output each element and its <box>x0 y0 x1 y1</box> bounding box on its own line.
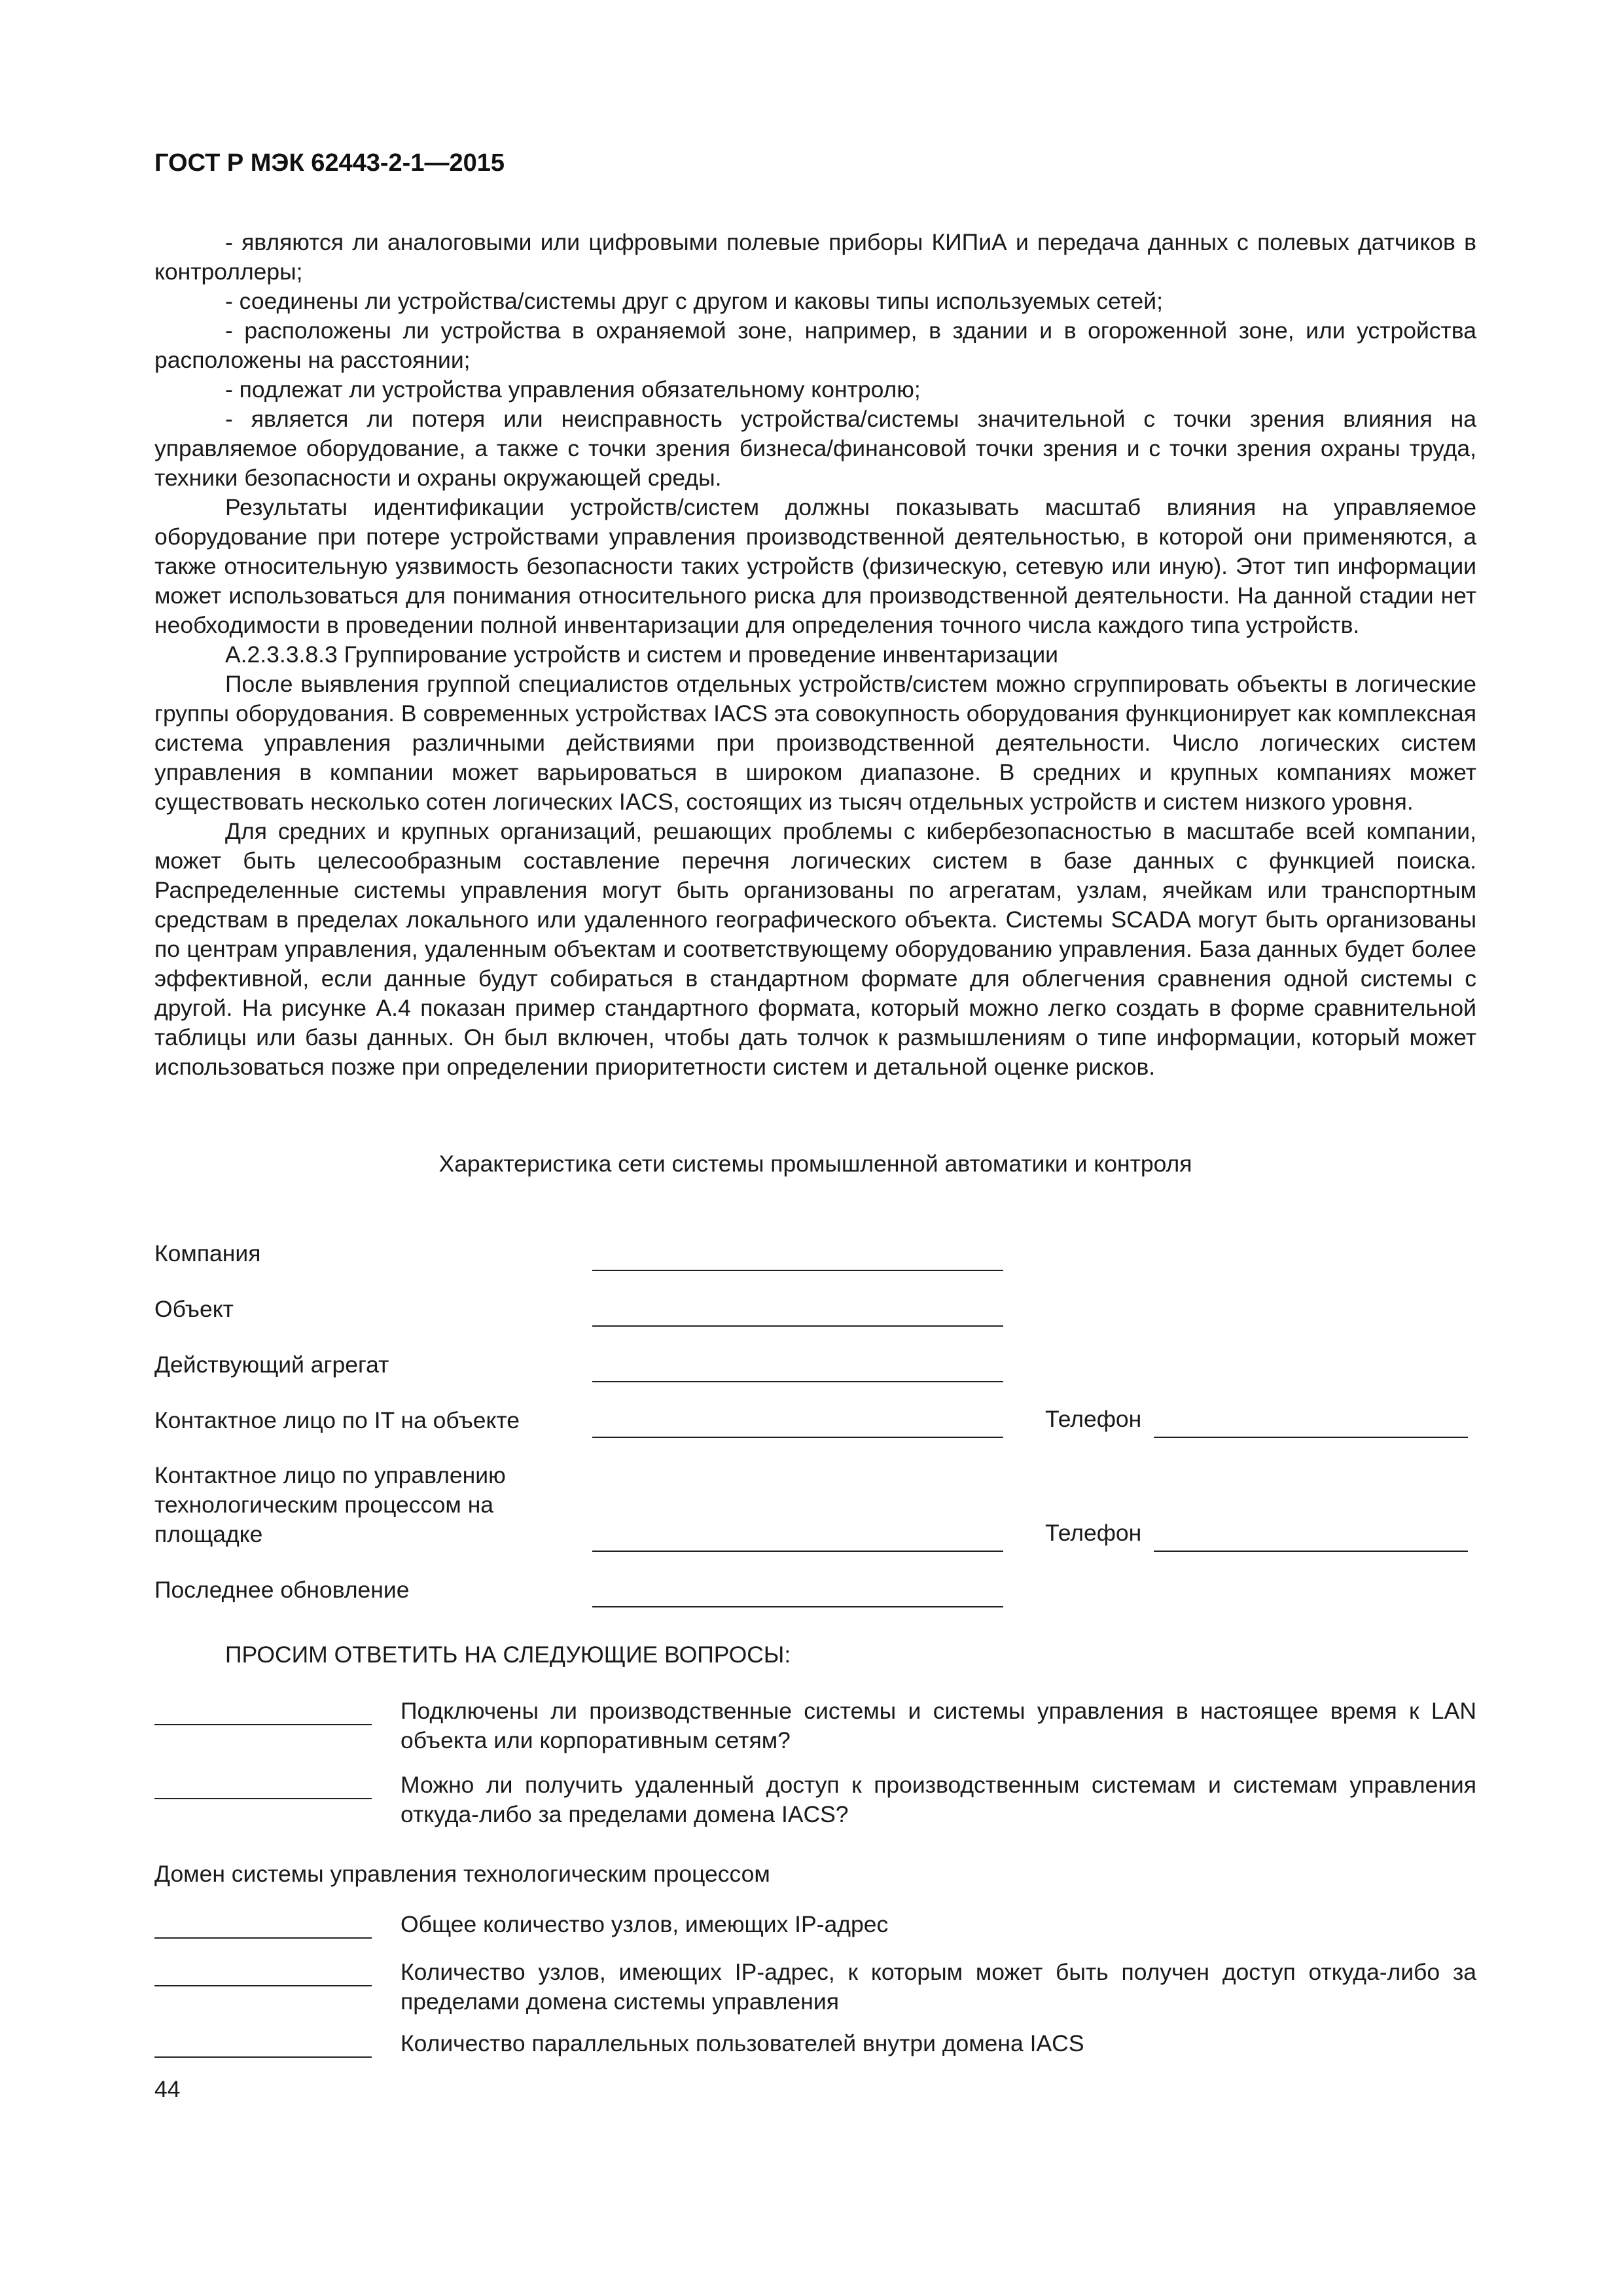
domain-title: Домен системы управления технологическим процессом <box>154 1861 770 1887</box>
answer-line[interactable] <box>154 1937 372 1939</box>
process-contact-label-line1: Контактное лицо по управлению <box>154 1462 506 1488</box>
paragraph: - являются ли аналоговыми или цифровыми полевые приборы КИПиА и передача данных с полевых датчиков в контроллеры; <box>154 229 1476 285</box>
question-text: Подключены ли производственные системы и системы управления в настоящее время к LAN объекта или корпоративным сетям? <box>401 1698 1476 1753</box>
unit-field[interactable] <box>592 1381 1003 1382</box>
paragraph: - расположены ли устройства в охраняемой зоне, например, в здании и в огороженной зоне, или устройства расположены на расстоянии; <box>154 317 1476 373</box>
question-text: Количество узлов, имеющих IP-адрес, к которым может быть получен доступ откуда-либо за пределами домена системы управления <box>401 1959 1476 2015</box>
process-phone-label: Телефон <box>1045 1520 1142 1546</box>
page-number: 44 <box>154 2076 181 2102</box>
last-update-label: Последнее обновление <box>154 1577 410 1603</box>
process-contact-label-line2: технологическим процессом на <box>154 1492 494 1518</box>
it-phone-label: Телефон <box>1045 1406 1142 1432</box>
process-phone-field[interactable] <box>1154 1551 1468 1552</box>
process-contact-field[interactable] <box>592 1551 1003 1552</box>
paragraph: Результаты идентификации устройств/систем должны показывать масштаб влияния на управляемое оборудование при потере устройствами управления производственной деятельностью, в которой они применяются, а также относительную уязвимость безопасности таких устройств (физическую, сетевую или иную). Этот тип информации может использоваться для понимания относительного риска для производственной деятельности. На данной стадии нет необходимости в проведении полной инвентаризации для определения точного числа каждого типа устройств. <box>154 494 1476 638</box>
paragraph: После выявления группой специалистов отдельных устройств/систем можно сгруппировать объекты в логические группы оборудования. В современных устройствах IACS эта совокупность оборудования функционирует как комплексная система управления различными действиями при производственной деятельности. Число логических систем управления в компании может варьироваться в широком диапазоне. В средних и крупных компаниях может существовать несколько сотен логических IACS, состоящих из тысяч отдельных устройств и систем низкого уровня. <box>154 671 1476 815</box>
paragraph: - соединены ли устройства/системы друг с другом и каковы типы используемых сетей; <box>225 288 1163 314</box>
answer-line[interactable] <box>154 1798 372 1799</box>
question-text: Общее количество узлов, имеющих IP-адрес <box>401 1911 889 1937</box>
paragraph: Для средних и крупных организаций, решающих проблемы с кибербезопасностью в масштабе всей компании, может быть целесообразным составление перечня логических систем в базе данных с функцией поиска. Распределенные системы управления могут быть организованы по агрегатам, узлам, ячейкам или транспортным средствам в пределах локального или удаленного географического объекта. Системы SCADA могут быть организованы по центрам управления, удаленным объектам и соответствующему оборудованию управления. База данных будет более эффективной, если данные будут собираться в стандартном формате для облегчения сравнения одной системы с другой. На рисунке А.4 показан пример стандартного формата, который можно легко создать в форме сравнительной таблицы или базы данных. Он был включен, чтобы дать толчок к размышлениям о типе информации, который может использоваться позже при определении приоритетности систем и детальной оценке рисков. <box>154 818 1476 1080</box>
company-label: Компания <box>154 1240 261 1266</box>
answer-line[interactable] <box>154 1985 372 1986</box>
it-contact-field[interactable] <box>592 1437 1003 1438</box>
last-update-field[interactable] <box>592 1606 1003 1607</box>
question-text: Количество параллельных пользователей внутри домена IACS <box>401 2030 1084 2056</box>
form-caption: Характеристика сети системы промышленной автоматики и контроля <box>438 1151 1192 1177</box>
document-header: ГОСТ Р МЭК 62443-2-1—2015 <box>154 149 505 177</box>
paragraph: - является ли потеря или неисправность устройства/системы значительной с точки зрения влияния на управляемое оборудование, а также с точки зрения бизнеса/финансовой точки зрения и с точки зрения охраны труда, техники безопасности и охраны окружающей среды. <box>154 406 1476 491</box>
process-contact-label-line3: площадке <box>154 1521 263 1547</box>
answer-line[interactable] <box>154 2056 372 2058</box>
object-label: Объект <box>154 1296 234 1322</box>
it-contact-label: Контактное лицо по IT на объекте <box>154 1407 520 1433</box>
question-text: Можно ли получить удаленный доступ к производственным системам и системам управления откуда-либо за пределами домена IACS? <box>401 1772 1476 1827</box>
questions-title: ПРОСИМ ОТВЕТИТЬ НА СЛЕДУЮЩИЕ ВОПРОСЫ: <box>225 1641 791 1668</box>
answer-line[interactable] <box>154 1724 372 1725</box>
unit-label: Действующий агрегат <box>154 1352 389 1378</box>
body-text <box>154 228 1476 1082</box>
it-phone-field[interactable] <box>1154 1437 1468 1438</box>
object-field[interactable] <box>592 1325 1003 1327</box>
company-field[interactable] <box>592 1270 1003 1271</box>
section-heading: А.2.3.3.8.3 Группирование устройств и систем и проведение инвентаризации <box>225 641 1058 668</box>
paragraph: - подлежат ли устройства управления обязательному контролю; <box>225 376 921 403</box>
